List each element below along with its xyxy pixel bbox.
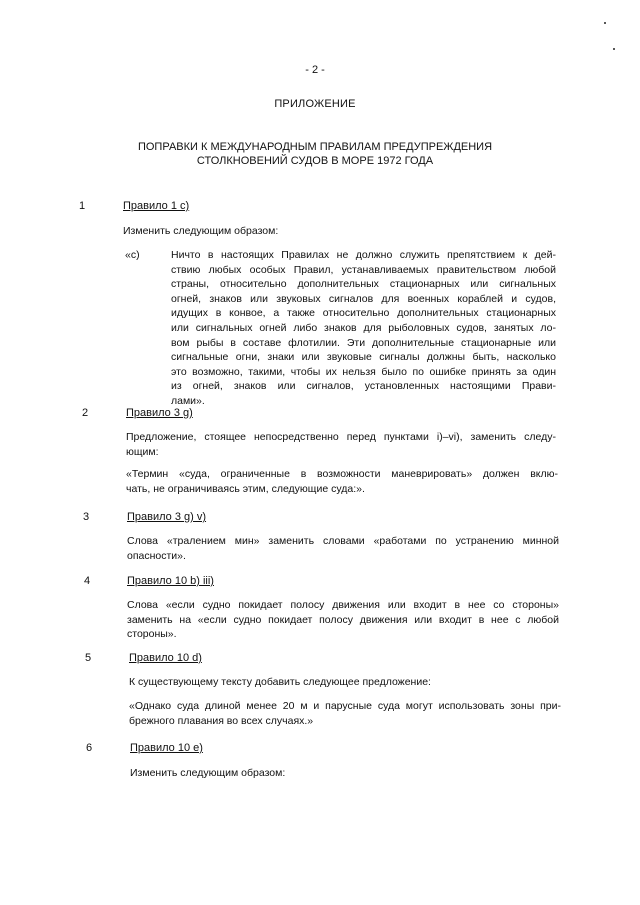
text-line: страны, относительно дополнительных стационарных или сигнальных	[171, 278, 556, 291]
instruction-text: Изменить следующим образом:	[130, 767, 286, 779]
quoted-text	[126, 467, 558, 496]
item-number: 4	[84, 575, 91, 587]
rule-heading: Правило 3 g) v)	[127, 511, 207, 523]
instruction-text: К существующему тексту добавить следующее предложение:	[129, 676, 431, 688]
text-line: стороны».	[127, 628, 177, 640]
subtitle-line: СТОЛКНОВЕНИЙ СУДОВ В МОРЕ 1972 ГОДА	[196, 155, 434, 167]
rule-heading: Правило 10 b) iii)	[127, 575, 214, 587]
document-subtitle	[0, 140, 630, 168]
item-number: 2	[82, 407, 89, 419]
subtitle-line: ПОПРАВКИ К МЕЖДУНАРОДНЫМ ПРАВИЛАМ ПРЕДУПРЕЖДЕНИЯ	[137, 141, 493, 153]
text-line: опасности».	[127, 549, 186, 562]
text-line: это возможно, такими, чтобы их нельзя было по ошибке принять за один	[171, 365, 556, 378]
instruction-text: Изменить следующим образом:	[123, 225, 279, 237]
clause-marker: «c)	[125, 249, 140, 261]
rule-heading: Правило 10 e)	[130, 742, 203, 754]
text-line: брежного плавания во всех случаях.»	[129, 714, 314, 727]
instruction-text	[127, 598, 559, 642]
text-line: сигнальные огни, знаки или звуковые сигналы должны быть, насколько	[171, 351, 556, 364]
quoted-rule-text	[171, 248, 556, 409]
text-line: Предложение, стоящее непосредственно перед пунктами i)–vi), заменить следу-	[126, 431, 556, 443]
scan-dot-top	[604, 22, 606, 24]
item-number: 1	[79, 200, 86, 212]
text-line: «Термин «суда, ограниченные в возможности маневрировать» должен вклю-	[126, 468, 558, 480]
text-line: Ничто в настоящих Правилах не должно служить препятствием к дей-	[171, 249, 556, 261]
text-line: лами».	[171, 394, 205, 407]
text-line: Слова «тралением мин» заменить словами «работами по устранению минной	[127, 535, 559, 547]
text-line: идущих в конвое, а также относительно дополнительных стационарных	[171, 307, 556, 320]
text-line: ющим:	[126, 445, 159, 458]
text-line: огней, знаков или звуковых сигналов для военных кораблей и судов,	[171, 292, 556, 305]
document-title: ПРИЛОЖЕНИЕ	[274, 98, 356, 110]
text-line: «Однако суда длиной менее 20 м и парусные суда могут использовать зоны при-	[129, 700, 561, 712]
rule-heading: Правило 1 c)	[123, 200, 190, 212]
text-line: вом рыбы в составе флотилии. Эти дополнительные стационарные или	[171, 336, 556, 349]
instruction-text	[127, 534, 559, 563]
item-number: 5	[85, 652, 92, 664]
item-number: 3	[83, 511, 90, 523]
page-number: - 2 -	[305, 64, 325, 76]
scan-dot-right	[613, 48, 615, 50]
quoted-text	[129, 699, 561, 728]
text-line: чать, не ограничиваясь этим, следующие суда:».	[126, 482, 365, 495]
text-line: заменить на «если судно покидает полосу движения или входит в нее с любой	[127, 613, 559, 626]
text-line: или сигнальных огней либо знаков для рыболовных судов, занятых ло-	[171, 321, 556, 334]
text-line: Слова «если судно покидает полосу движения или входит в нее со стороны»	[127, 599, 559, 611]
item-number: 6	[86, 742, 93, 754]
text-line: ствию любых особых Правил, устанавливаемых правительством любой	[171, 263, 556, 276]
text-line: из огней, знаков или сигналов, установленных настоящими Прави-	[171, 380, 556, 393]
rule-heading: Правило 3 g)	[126, 407, 193, 419]
rule-heading: Правило 10 d)	[129, 652, 202, 664]
instruction-text	[126, 430, 556, 459]
